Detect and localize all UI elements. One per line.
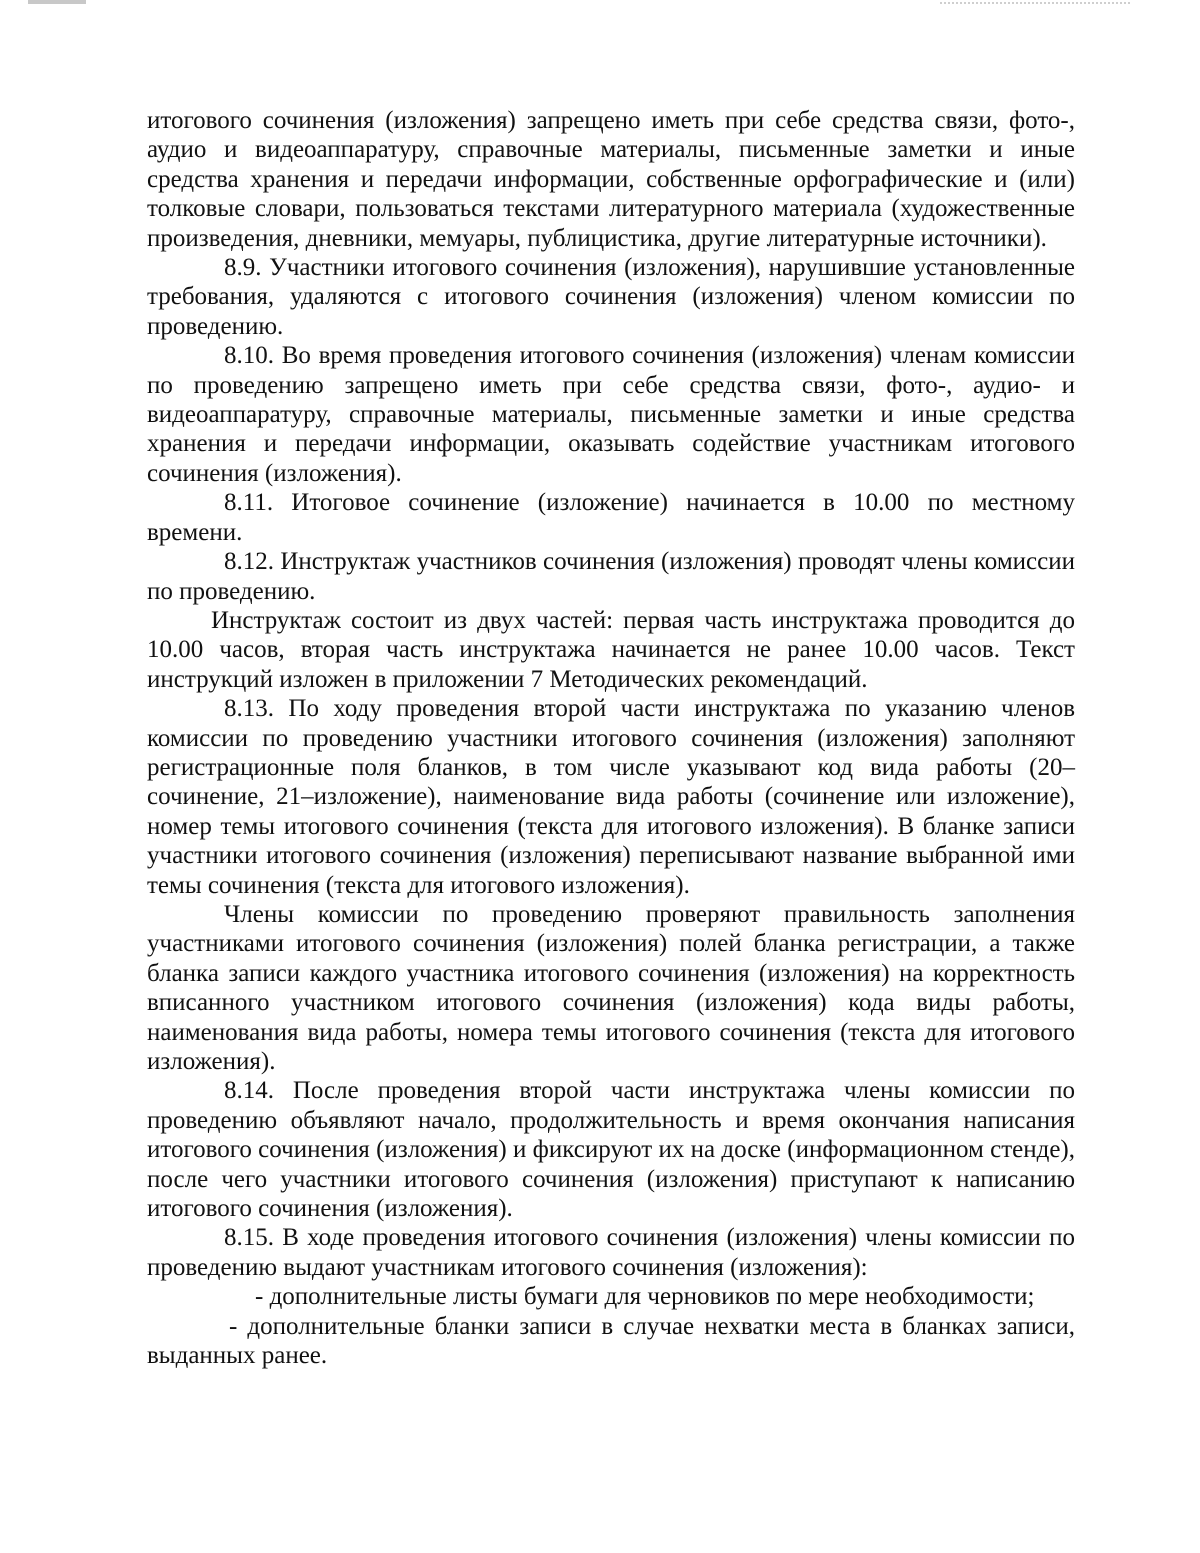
paragraph-8-14: 8.14. После проведения второй части инструктажа члены комиссии по проведению объявляют начало, продолжительность и время окончания написания итогового сочинения (изложения) и фиксируют их на доске (информационном стенде), после чего участники итогового сочинения (изложения) приступают к написанию итогового сочинения (изложения). (147, 1077, 1075, 1223)
paragraph-8-11: 8.11. Итоговое сочинение (изложение) начинается в 10.00 по местному времени. (147, 489, 1075, 546)
list-item-extra-forms: - дополнительные бланки записи в случае нехватки места в бланках записи, выданных ранее. (147, 1312, 1075, 1370)
paragraph-8-12: 8.12. Инструктаж участников сочинения (изложения) проводят члены комиссии по проведению. (147, 548, 1075, 605)
paragraph-8-15: 8.15. В ходе проведения итогового сочинения (изложения) члены комиссии по проведению выдают участникам итогового сочинения (изложения): (147, 1224, 1075, 1281)
paragraph-instruction-parts: Инструктаж состоит из двух частей: первая часть инструктажа проводится до 10.00 часов, вторая часть инструктажа начинается не ранее 10.00 часов. Текст инструкций изложен в приложении 7 Методических рекомендаций. (147, 606, 1075, 693)
paragraph-8-13: 8.13. По ходу проведения второй части инструктажа по указанию членов комиссии по проведению участники итогового сочинения (изложения) заполняют регистрационные поля бланков, в том числе указывают код вида работы (20–сочинение, 21–изложение), наименование вида работы (сочинение или изложение), номер темы итогового сочинения (текста для итогового изложения). В бланке записи участники итогового сочинения (изложения) переписывают название выбранной ими темы сочинения (текста для итогового изложения). (147, 695, 1075, 899)
document-body (147, 106, 1075, 1370)
list-item-draft-sheets: - дополнительные листы бумаги для черновиков по мере необходимости; (255, 1283, 1035, 1311)
paragraph-continuation: итогового сочинения (изложения) запрещено иметь при себе средства связи, фото-, аудио и видеоаппаратуру, справочные материалы, письменные заметки и иные средства хранения и передачи информации, собственные орфографические и (или) толковые словари, пользоваться текстами литературного материала (художественные произведения, дневники, мемуары, публицистика, другие литературные источники). (147, 107, 1075, 252)
paragraph-members-check: Члены комиссии по проведению проверяют правильность заполнения участниками итогового сочинения (изложения) полей бланка регистрации, а также бланка записи каждого участника итогового сочинения (изложения) на корректность вписанного участником итогового сочинения (изложения) кода виды работы, наименования вида работы, номера темы итогового сочинения (текста для итогового изложения). (147, 900, 1075, 1075)
paragraph-8-10: 8.10. Во время проведения итогового сочинения (изложения) членам комиссии по проведению запрещено иметь при себе средства связи, фото-, аудио- и видеоаппаратуру, справочные материалы, письменные заметки и иные средства хранения и передачи информации, оказывать содействие участникам итогового сочинения (изложения). (147, 342, 1075, 487)
scan-artifact (28, 0, 86, 4)
paragraph-8-9: 8.9. Участники итогового сочинения (изложения), нарушившие установленные требования, удаляются с итогового сочинения (изложения) членом комиссии по проведению. (147, 254, 1075, 340)
scan-artifact (940, 2, 1130, 7)
